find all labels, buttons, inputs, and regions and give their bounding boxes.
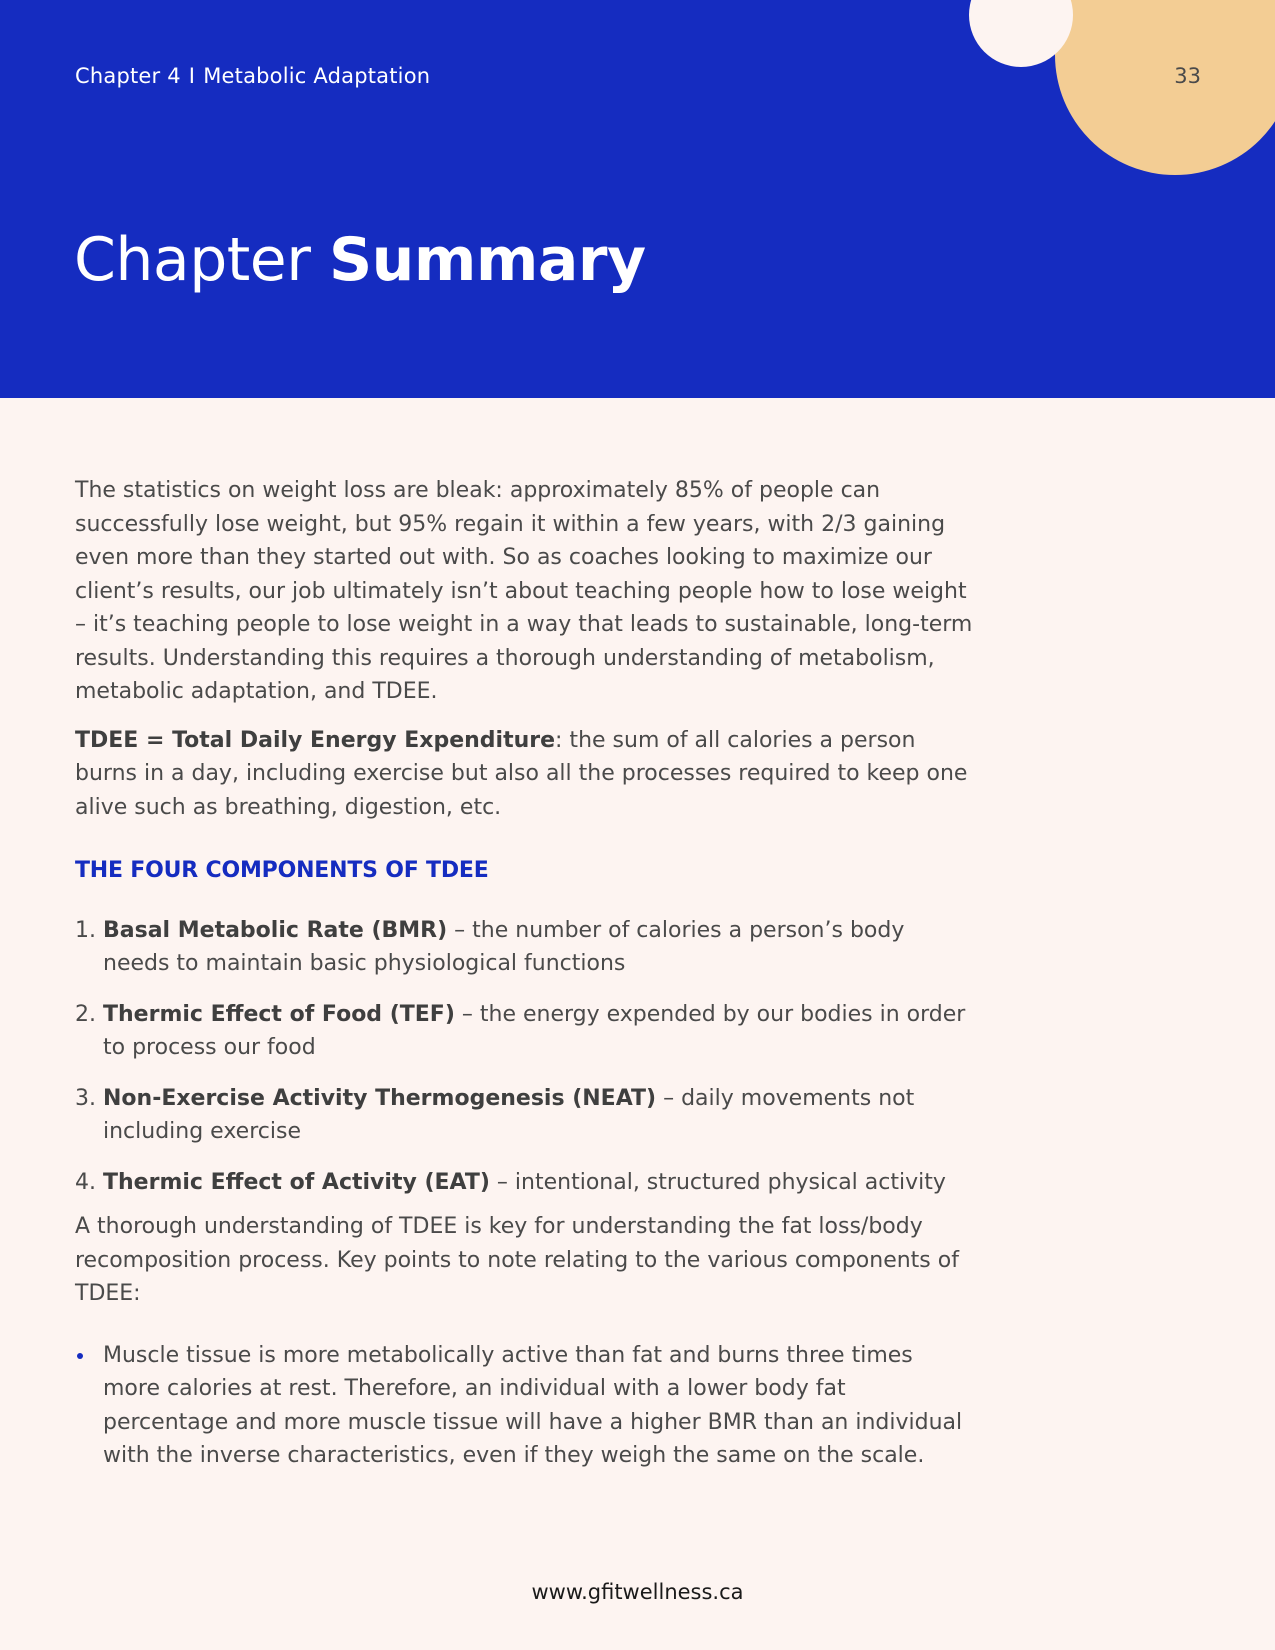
- list-item-number: 2.: [75, 1001, 96, 1027]
- page-number: 33: [1174, 64, 1201, 88]
- page-title-regular: Chapter: [74, 225, 311, 295]
- page-title: [74, 225, 646, 295]
- chapter-name: Metabolic Adaptation: [203, 64, 431, 88]
- key-point-text: Muscle tissue is more metabolically active than fat and burns three times more calories at rest. Therefore, an individual with a lower body fat percentage and more muscle tissue will have a higher BMR than an individual with the inverse characteristics, even if they weigh the same on the scale.: [103, 1342, 963, 1468]
- running-head: [75, 64, 430, 88]
- section-heading: THE FOUR COMPONENTS OF TDEE: [75, 858, 489, 883]
- bullet-icon: [77, 1353, 83, 1359]
- page-title-bold: Summary: [328, 225, 646, 295]
- list-item-description: – intentional, structured physical activity: [489, 1169, 946, 1195]
- list-item: [75, 998, 975, 1065]
- list-item-term: Basal Metabolic Rate (BMR): [103, 917, 448, 943]
- intro-paragraph: The statistics on weight loss are bleak: approximately 85% of people can successfully lose weight, but 95% regain it within a few years, with 2/3 gaining even more than they started out with. So as coaches looking to maximize our client’s results, our job ultimately isn’t about teaching people how to lose weight – it’s teaching people to lose weight in a way that leads to sustainable, long-term results. Understanding this requires a thorough understanding of metabolism, metabolic adaptation, and TDEE.: [75, 478, 973, 704]
- list-item: [75, 1082, 975, 1149]
- main-content: [75, 474, 975, 1473]
- after-list-paragraph: A thorough understanding of TDEE is key for understanding the fat loss/body recomposition process. Key points to note relating to the various components of TDEE:: [75, 1214, 959, 1306]
- list-item-description: – daily movements not including exercise: [103, 1085, 915, 1144]
- list-item-description: – the number of calories a person’s body needs to maintain basic physiological functions: [103, 917, 905, 976]
- list-item: [75, 1166, 975, 1200]
- definition-text: : the sum of all calories a person burns in a day, including exercise but also all the processes required to keep one alive such as breathing, digestion, etc.: [75, 727, 968, 820]
- chapter-label: Chapter 4: [75, 64, 181, 88]
- list-item-description: – the energy expended by our bodies in order to process our food: [103, 1001, 966, 1060]
- footer-url: www.gfitwellness.ca: [531, 1580, 744, 1604]
- running-head-separator: I: [188, 64, 196, 88]
- list-item-term: Thermic Effect of Activity (EAT): [103, 1169, 490, 1195]
- components-list: [75, 914, 975, 1200]
- list-item-number: 1.: [75, 917, 96, 943]
- list-item-term: Non-Exercise Activity Thermogenesis (NEAT): [103, 1085, 657, 1111]
- key-points-list: [75, 1339, 975, 1473]
- list-item-term: Thermic Effect of Food (TEF): [103, 1001, 455, 1027]
- list-item: [75, 914, 975, 981]
- definition-paragraph: [75, 724, 975, 825]
- list-item: [75, 1339, 975, 1473]
- list-item-number: 3.: [75, 1085, 96, 1111]
- definition-term: TDEE = Total Daily Energy Expenditure: [75, 727, 556, 753]
- list-item-number: 4.: [75, 1169, 96, 1195]
- decorative-circle-peach: [1055, 0, 1275, 175]
- chapter-header: [0, 0, 1275, 398]
